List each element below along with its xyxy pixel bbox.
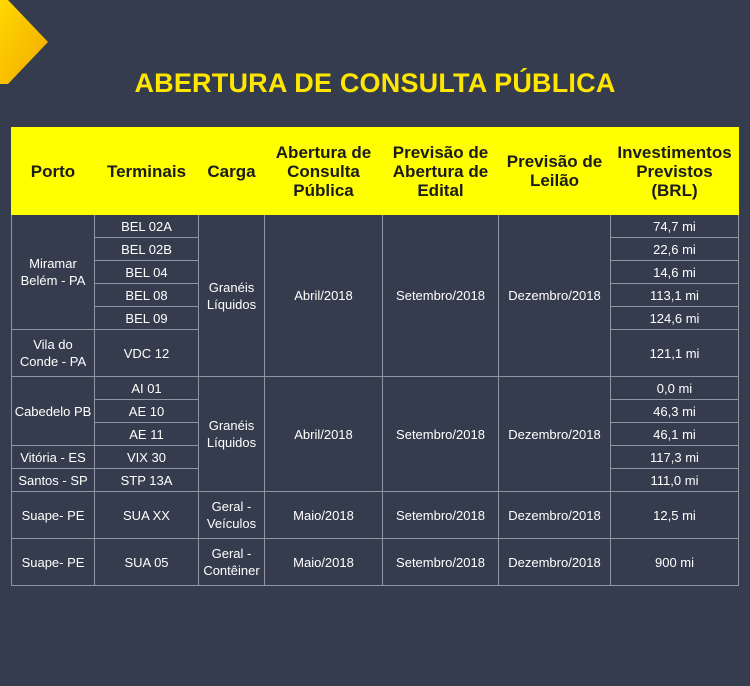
cell-edital: Setembro/2018 [383, 539, 499, 586]
cell-terminal: SUA XX [95, 492, 199, 539]
cell-leilao: Dezembro/2018 [499, 539, 611, 586]
cell-investimento: 74,7 mi [611, 215, 739, 238]
cell-terminal: STP 13A [95, 469, 199, 492]
cell-investimento: 22,6 mi [611, 238, 739, 261]
header-investimentos: Investimentos Previstos (BRL) [611, 128, 739, 215]
cell-investimento: 12,5 mi [611, 492, 739, 539]
cell-terminal: SUA 05 [95, 539, 199, 586]
cell-investimento: 46,3 mi [611, 400, 739, 423]
cell-terminal: BEL 08 [95, 284, 199, 307]
cell-porto: Suape- PE [12, 492, 95, 539]
cell-porto: Vitória - ES [12, 446, 95, 469]
cell-investimento: 900 mi [611, 539, 739, 586]
table-row [12, 539, 739, 586]
consultation-table [11, 127, 739, 586]
cell-edital: Setembro/2018 [383, 377, 499, 492]
cell-edital: Setembro/2018 [383, 492, 499, 539]
table-row [12, 492, 739, 539]
cell-investimento: 14,6 mi [611, 261, 739, 284]
cell-porto: Cabedelo PB [12, 377, 95, 446]
cell-leilao: Dezembro/2018 [499, 377, 611, 492]
table-row [12, 377, 739, 400]
cell-terminal: VDC 12 [95, 330, 199, 377]
cell-abertura: Abril/2018 [265, 215, 383, 377]
header-terminais: Terminais [95, 128, 199, 215]
cell-investimento: 0,0 mi [611, 377, 739, 400]
header-previsao-leilao: Previsão de Leilão [499, 128, 611, 215]
header-abertura: Abertura de Consulta Pública [265, 128, 383, 215]
cell-investimento: 111,0 mi [611, 469, 739, 492]
cell-terminal: AE 11 [95, 423, 199, 446]
cell-terminal: BEL 02A [95, 215, 199, 238]
cell-terminal: AI 01 [95, 377, 199, 400]
cell-edital: Setembro/2018 [383, 215, 499, 377]
cell-porto: Santos - SP [12, 469, 95, 492]
cell-leilao: Dezembro/2018 [499, 215, 611, 377]
cell-terminal: VIX 30 [95, 446, 199, 469]
cell-abertura: Maio/2018 [265, 539, 383, 586]
cell-carga: Geral - Veículos [199, 492, 265, 539]
page-title: ABERTURA DE CONSULTA PÚBLICA [134, 68, 616, 98]
cell-terminal: BEL 09 [95, 307, 199, 330]
header-carga: Carga [199, 128, 265, 215]
cell-investimento: 46,1 mi [611, 423, 739, 446]
header-previsao-edital: Previsão de Abertura de Edital [383, 128, 499, 215]
cell-abertura: Maio/2018 [265, 492, 383, 539]
cell-carga: Granéis Líquidos [199, 215, 265, 377]
cell-investimento: 124,6 mi [611, 307, 739, 330]
cell-investimento: 113,1 mi [611, 284, 739, 307]
cell-terminal: AE 10 [95, 400, 199, 423]
cell-leilao: Dezembro/2018 [499, 492, 611, 539]
cell-porto: Suape- PE [12, 539, 95, 586]
cell-terminal: BEL 02B [95, 238, 199, 261]
cell-carga: Geral - Contêiner [199, 539, 265, 586]
cell-investimento: 121,1 mi [611, 330, 739, 377]
header-porto: Porto [12, 128, 95, 215]
cell-terminal: BEL 04 [95, 261, 199, 284]
cell-porto: Vila do Conde - PA [12, 330, 95, 377]
cell-porto: Miramar Belém - PA [12, 215, 95, 330]
cell-abertura: Abril/2018 [265, 377, 383, 492]
cell-investimento: 117,3 mi [611, 446, 739, 469]
table-row [12, 215, 739, 238]
table-header [12, 128, 739, 215]
cell-carga: Granéis Líquidos [199, 377, 265, 492]
